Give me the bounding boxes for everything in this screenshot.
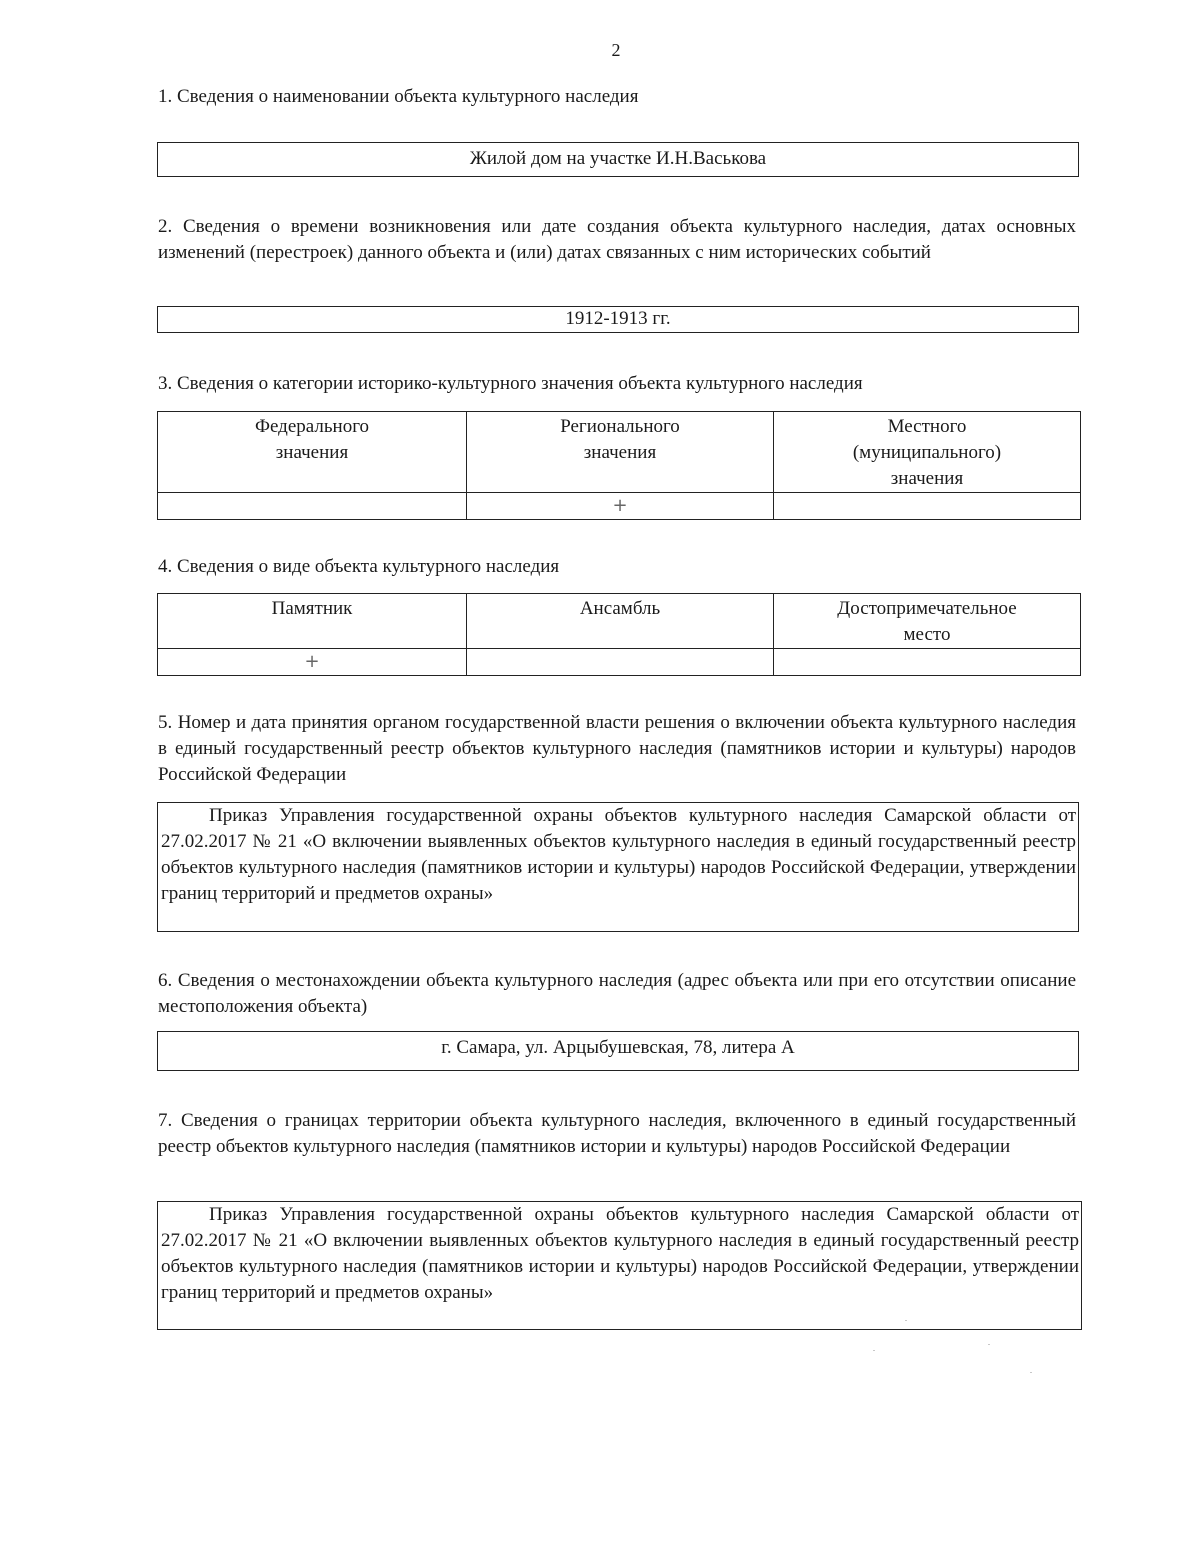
page-number: 2 (611, 40, 621, 60)
category-header-federal: Федерального значения (158, 412, 467, 493)
type-mark-ensemble (467, 649, 774, 676)
category-header-regional: Регионального значения (467, 412, 774, 493)
category-mark-local (774, 493, 1081, 520)
scan-speckle (873, 1350, 875, 1351)
section-7-heading: 7. Сведения о границах территории объекта культурного наследия, включенного в единый государственный реестр объектов культурного наследия (памятников истории и культуры) народов Российской Федерации (158, 1110, 1076, 1157)
section-6-heading: 6. Сведения о местонахождении объекта культурного наследия (адрес объекта или при его отсутствии описание местоположения объекта) (158, 970, 1076, 1017)
type-table (157, 593, 1081, 676)
location-box (157, 1031, 1079, 1071)
scan-speckle (1030, 1372, 1032, 1373)
registry-order-value: Приказ Управления государственной охраны объектов культурного наследия Самарской области от 27.02.2017 № 21 «О включении выявленных объектов культурного наследия в единый государственный реестр объектов культурного наследия (памятников истории и культуры) народов Российской Федерации, утверждении границ территорий и предметов охраны» (161, 805, 1076, 904)
type-header-ensemble: Ансамбль (467, 594, 774, 649)
creation-date-box (157, 306, 1079, 333)
category-header-local: Местного (муниципального) значения (774, 412, 1081, 493)
object-name-value: Жилой дом на участке И.Н.Васькова (469, 148, 767, 169)
boundaries-order-box (157, 1201, 1082, 1330)
category-mark-regional: + (467, 493, 774, 520)
type-mark-landmark (774, 649, 1081, 676)
type-header-monument: Памятник (158, 594, 467, 649)
type-mark-monument: + (158, 649, 467, 676)
section-1-heading: 1. Сведения о наименовании объекта культурного наследия (158, 86, 639, 107)
location-value: г. Самара, ул. Арцыбушевская, 78, литера А (441, 1037, 795, 1058)
category-table (157, 411, 1081, 520)
boundaries-order-value: Приказ Управления государственной охраны объектов культурного наследия Самарской области от 27.02.2017 № 21 «О включении выявленных объектов культурного наследия в единый государственный реестр объектов культурного наследия (памятников истории и культуры) народов Российской Федерации, утверждении границ территорий и предметов охраны» (161, 1204, 1079, 1303)
registry-order-box (157, 802, 1079, 932)
section-4-heading: 4. Сведения о виде объекта культурного наследия (158, 556, 560, 577)
scan-speckle (905, 1320, 907, 1321)
creation-date-value: 1912-1913 гг. (565, 308, 671, 329)
scan-speckle (988, 1344, 990, 1345)
section-5-heading: 5. Номер и дата принятия органом государственной власти решения о включении объекта культурного наследия в единый государственный реестр объектов культурного наследия (памятников истории и культуры) народов Российской Федерации (158, 712, 1076, 785)
object-name-box (157, 142, 1079, 177)
category-mark-federal (158, 493, 467, 520)
type-header-landmark: Достопримечательное место (774, 594, 1081, 649)
section-2-heading: 2. Сведения о времени возникновения или дате создания объекта культурного наследия, датах основных изменений (перестроек) данного объекта и (или) датах связанных с ним исторических событий (158, 216, 1076, 263)
section-3-heading: 3. Сведения о категории историко-культурного значения объекта культурного наследия (158, 373, 863, 394)
